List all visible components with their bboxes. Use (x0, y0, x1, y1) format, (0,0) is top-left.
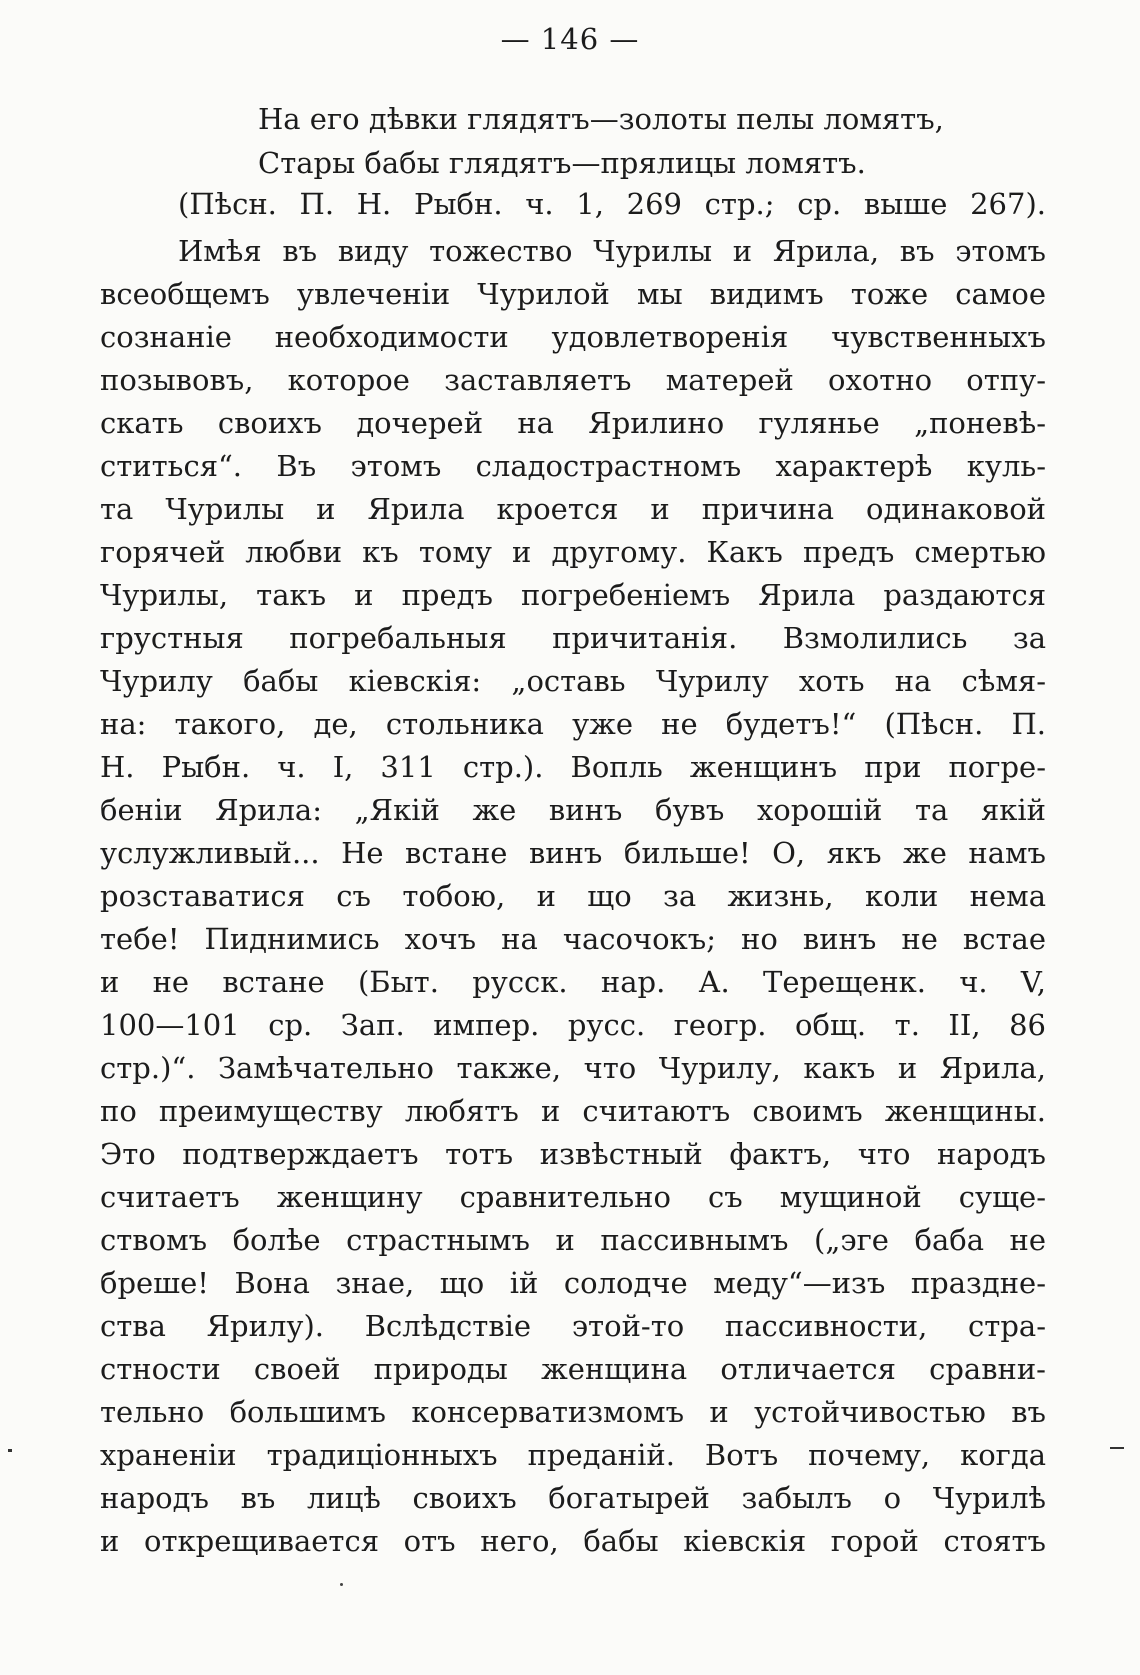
text-line: та Чурилы и Ярила кроется и причина одинаковой (100, 492, 1046, 526)
text-line: Чурилы, такъ и предъ погребеніемъ Ярила раздаются (100, 578, 1046, 612)
text-line: стр.)“. Замѣчательно также, что Чурилу, какъ и Ярила, (100, 1051, 1046, 1085)
main-paragraph (100, 230, 1046, 1563)
margin-mark (1110, 1447, 1124, 1449)
paper-speck (340, 1583, 343, 1586)
text-line: народъ въ лицѣ своихъ богатырей забылъ о Чурилѣ (100, 1481, 1046, 1515)
text-line: стности своей природы женщина отличается сравни- (100, 1352, 1046, 1386)
text-line: услужливый... Не встане винъ бильше! О, якъ же намъ (100, 836, 1046, 870)
text-line: бреше! Вона знае, що ій солодче меду“—изъ праздне- (100, 1266, 1046, 1300)
margin-mark (8, 1449, 12, 1452)
text-line: всеобщемъ увлеченіи Чурилой мы видимъ тоже самое (100, 277, 1046, 311)
verse-line-1: На его дѣвки глядятъ—золоты пелы ломятъ, (258, 102, 944, 136)
text-line: 100—101 ср. Зап. импер. русс. геогр. общ. т. II, 86 (100, 1008, 1046, 1042)
text-line: беніи Ярила: „Якій же винъ бувъ хорошій та якій (100, 793, 1046, 827)
text-line: по преимуществу любятъ и считаютъ своимъ женщины. (100, 1094, 1046, 1128)
text-line: розставатися съ тобою, и що за жизнь, коли нема (100, 879, 1046, 913)
page-number: — 146 — (500, 22, 640, 56)
text-line: сознаніе необходимости удовлетворенія чувственныхъ (100, 320, 1046, 354)
text-line: позывовъ, которое заставляетъ матерей охотно отпу- (100, 363, 1046, 397)
text-line: тельно большимъ консерватизмомъ и устойчивостью въ (100, 1395, 1046, 1429)
text-line: горячей любви къ тому и другому. Какъ предъ смертью (100, 535, 1046, 569)
text-line: Н. Рыбн. ч. I, 311 стр.). Вопль женщинъ при погре- (100, 750, 1046, 784)
song-citation: (Пѣсн. П. Н. Рыбн. ч. 1, 269 стр.; ср. выше 267). (178, 187, 1046, 221)
text-line: грустныя погребальныя причитанія. Взмолились за (100, 621, 1046, 655)
text-line: ствомъ болѣе страстнымъ и пассивнымъ („эге баба не (100, 1223, 1046, 1257)
text-line: Чурилу бабы кіевскія: „оставь Чурилу хоть на сѣмя- (100, 664, 1046, 698)
text-line: и открещивается отъ него, бабы кіевскія горой стоятъ (100, 1524, 1046, 1558)
text-line: тебе! Пиднимись хочъ на часочокъ; но винъ не встае (100, 922, 1046, 956)
text-line: и не встане (Быт. русск. нар. А. Терещенк. ч. V, (100, 965, 1046, 999)
text-line: храненіи традиціонныхъ преданій. Вотъ почему, когда (100, 1438, 1046, 1472)
text-line: Имѣя въ виду тожество Чурилы и Ярила, въ этомъ (178, 234, 1046, 268)
text-line: считаетъ женщину сравнительно съ мущиной суще- (100, 1180, 1046, 1214)
text-line: на: такого, де, стольника уже не будетъ!“ (Пѣсн. П. (100, 707, 1046, 741)
text-line: Это подтверждаетъ тотъ извѣстный фактъ, что народъ (100, 1137, 1046, 1171)
text-line: ститься“. Въ этомъ сладострастномъ характерѣ куль- (100, 449, 1046, 483)
text-line: ства Ярилу). Вслѣдствіе этой-то пассивности, стра- (100, 1309, 1046, 1343)
text-line: скать своихъ дочерей на Ярилино гулянье „поневѣ- (100, 406, 1046, 440)
verse-line-2: Стары бабы глядятъ—прялицы ломятъ. (258, 146, 866, 180)
